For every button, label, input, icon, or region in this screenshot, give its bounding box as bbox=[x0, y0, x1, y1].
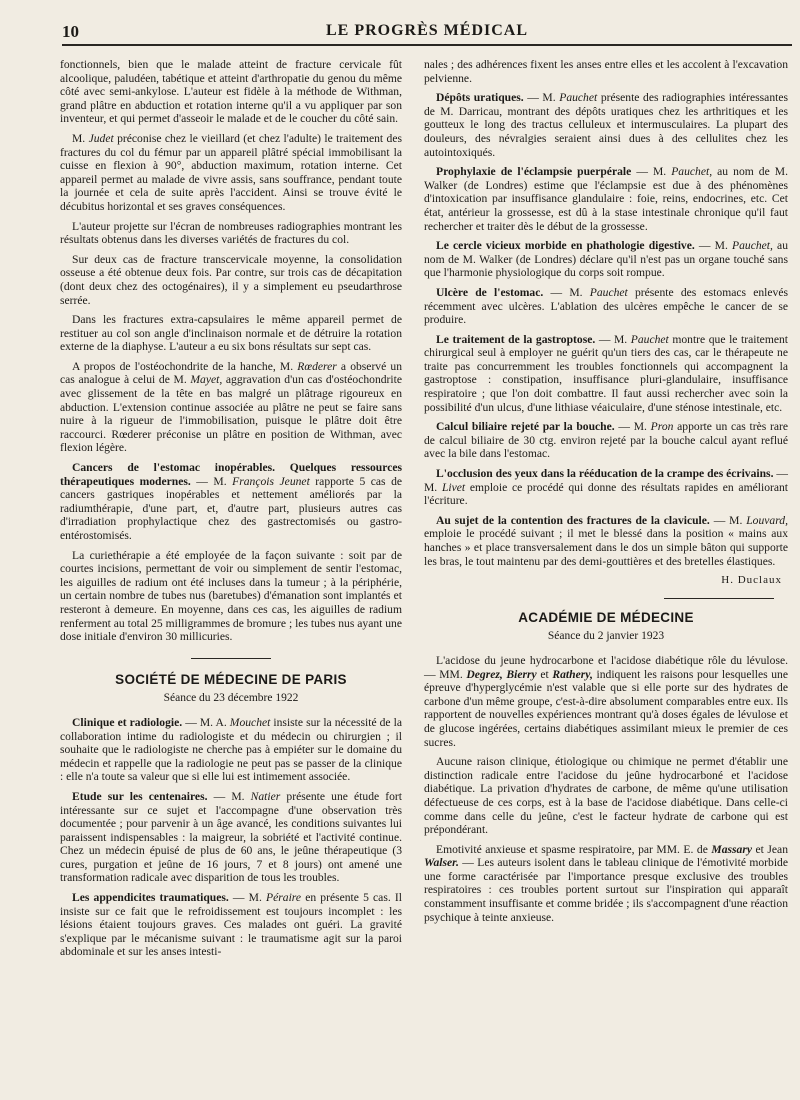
page-number: 10 bbox=[62, 22, 79, 41]
text: — M. bbox=[523, 91, 560, 105]
author-name: Livet bbox=[441, 480, 466, 494]
page-header bbox=[62, 14, 792, 48]
paragraph: L'auteur projette sur l'écran de nombreuses radiographies montrant les résultats obtenus dans les diverses variétés de fractures du col. bbox=[60, 219, 402, 247]
paragraph bbox=[424, 467, 788, 508]
text: insiste sur la nécessité de la collaboration intime du radiologiste et du médecin ou chirurgien ; il souhaite que le radiologiste ne cherche pas à empiéter sur le domaine du médecin et rappelle que la radiologie ne peut pas se passer de la clinique : elle n'a toute sa valeur que si elle lui est intimement associée. bbox=[60, 715, 403, 784]
text: — M. bbox=[614, 420, 651, 434]
text: — M. bbox=[424, 467, 788, 494]
session-date: Séance du 23 décembre 1922 bbox=[163, 692, 299, 705]
author-name: Pauchet bbox=[559, 91, 598, 105]
paragraph: fonctionnels, bien que le malade atteint de fracture cervicale fût alcoolique, paludéen, tabétique et atteint d'arthropatie du genou du même côté avec semi-ankylose. L'auteur est fidèle à la méthode de Withman, grand plâtre en abduction et rotation interne qu'il a vu appliquer par son inventeur, et qui permet d'asseoir le malade et de le coucher du côté sain. bbox=[60, 58, 402, 126]
paragraph bbox=[424, 333, 788, 415]
section-title: ACADÉMIE DE MÉDECINE bbox=[518, 609, 694, 625]
signature: H. Duclaux bbox=[721, 574, 782, 587]
item-title: Les appendicites traumatiques. bbox=[72, 891, 229, 905]
item-title: L'acidose du jeune hydrocarbone et l'acidose diabétique rôle du lévulose. bbox=[436, 653, 788, 667]
text: au nom de M. Walker (de Londres) estime que l'éclampsie est due à des phénomènes d'intoxication par insuffisance glandulaire : foie, reins, endocrines, etc. Cet état, antérieur la grossesse, est dû à la stase intestinale chronique qu'il faut rechercher et traiter dès le début de la grossesse. bbox=[424, 165, 789, 233]
paragraph bbox=[60, 132, 402, 214]
text: — Les auteurs isolent dans le tableau clinique de l'émotivité morbide une forme caractérisée par l'importance presque exclusive des troubles respiratoires : ces troubles portent surtout sur l'inspiration qui apparaît constamment insuffisante et comme bridée ; ils s'accompagnent d'une réaction psychique à teinte anxieuse. bbox=[424, 856, 788, 924]
author-name: Pauchet bbox=[589, 285, 628, 299]
item-title: L'occlusion des yeux dans la rééducation de la crampe des écrivains. bbox=[436, 467, 774, 481]
paragraph bbox=[60, 891, 402, 959]
text: en présente 5 cas. Il insiste sur ce fait que le refroidissement est toujours incomplet : les lésions étaient toujours graves. Ces malades ont guéri. La gravité s'explique par le mécanisme suivant : le traumatisme agit sur la paroi abdominale et sur les anses intesti- bbox=[60, 891, 402, 959]
author-name: Péraire bbox=[266, 891, 302, 905]
section-title: SOCIÉTÉ DE MÉDECINE DE PARIS bbox=[115, 671, 347, 687]
item-title: Ulcère de l'estomac. bbox=[436, 285, 544, 299]
text: au nom de M. Walker (de Londres) déclare qu'il n'est pas un organe touché sans que l'harmonie physiologique du corps soit rompue. bbox=[424, 239, 788, 280]
text: — M. A. bbox=[182, 715, 230, 729]
author-name: Natier bbox=[250, 789, 281, 803]
author-name: Rœderer bbox=[297, 359, 337, 373]
paragraph bbox=[424, 91, 788, 159]
author-name: Pauchet, bbox=[732, 239, 773, 253]
author-name: Pron bbox=[650, 420, 674, 434]
author-name: Mouchet bbox=[229, 715, 271, 729]
text: emploie ce procédé qui donne des résultats rapides en améliorant l'écriture. bbox=[424, 480, 789, 508]
text: — M. bbox=[694, 239, 733, 253]
section-divider bbox=[191, 658, 271, 659]
text: rapporte 5 cas de cancers gastriques inopérables et nettement améliorés par la radiumthérapie, d'une part, et, d'autre part, plusieurs autres cas d'irradiation prophylactique chez des gastrectomisés ou gastro-entérostomisés. bbox=[60, 474, 403, 542]
text: — M. bbox=[709, 513, 747, 527]
text: M. bbox=[72, 131, 89, 145]
paragraph bbox=[60, 790, 402, 885]
text: apporte un cas très rare de calcul biliaire de 30 ctg. environ rejeté par la bouche calcul ayant reflué avec la bile dans l'estomac. bbox=[424, 420, 788, 461]
text: montre que le traitement chirurgical seul à employer ne guérit qu'un tiers des cas, car le thérapeute ne traite pas concurremment les troubles fonctionnels qui accompagnent la gastroptose : constipation, insuffisance pluri-glandulaire, insuffisance respiratoire ; que l'on doit combattre. Il faut aussi rechercher avec soin la possibilité d'un ulcus, d'une lithiase véaiculaire, d'une sténose intestinale, etc. bbox=[424, 332, 788, 414]
text: et bbox=[536, 667, 553, 681]
journal-title: LE PROGRÈS MÉDICAL bbox=[325, 22, 529, 39]
text: — M. bbox=[543, 285, 590, 299]
item-title: Dépôts uratiques. bbox=[436, 91, 524, 105]
text: aggravation d'un cas d'ostéochondrite avec glissement de la tête en bas malgré un plâtrage rigoureux en abduction. L'extension continue associée au plâtre ne peut se faire sans nuire à la rigueur de l'immobilisation, puisque le plâtre doit être raccourci. Rœderer préconise un plâtre en position de Withman, avec flexion légère. bbox=[60, 373, 402, 455]
paragraph bbox=[424, 239, 788, 280]
text: A propos de l'ostéochondrite de la hanche, M. bbox=[72, 359, 298, 373]
paragraph: Dans les fractures extra-capsulaires le même appareil permet de restituer au col son angle d'inclinaison normale et de détruire la rotation externe de la diaphyse. L'auteur a eu six bons résultats sur sept cas. bbox=[60, 313, 402, 354]
text: préconise chez le vieillard (et chez l'adulte) le traitement des fractures du col du fémur par un appareil plâtré spécial immobilisant la cuisse en flexion à 90°, abduction maximum, rotation interne. Cet appareil permet au malade de vivre assis, sans souffrance, pendant toute la journée et cela de suite après l'accident. Ainsi se trouve évité le décubitus horizontal et ses graves conséquences. bbox=[60, 131, 402, 213]
paragraph bbox=[60, 360, 402, 455]
paragraph bbox=[424, 286, 788, 327]
text: — MM. bbox=[424, 667, 467, 681]
text: a observé un cas analogue à celui de M. bbox=[60, 359, 402, 387]
author-name: Massary bbox=[711, 842, 752, 856]
text: présente des estomacs enlevés récemment avec ulcères. L'ablation des ulcères empêche le cancer de se produire. bbox=[424, 285, 789, 327]
author-name: Mayet, bbox=[190, 373, 223, 387]
text: indiquent les raisons pour lesquelles une épreuve d'hyperglycémie n'est valable que si elle porte sur des hydrates de carbone d'un même groupe, c'est-à-dire absolument comparables entre eux. Ils rapportent de nouvelles expériences montrant qu'à doses égales de lévulose et de glucose ingérées, certains diabétiques assimilant mieux le premier de ces sucres. bbox=[424, 667, 788, 749]
text: emploie le procédé suivant ; il met le blessé dans la position « mains aux hanches » et place transversalement dans le dos un simple bâton qui supporte les bras, le tout maintenu par des demi-gouttières et des bretelles élastiques. bbox=[424, 527, 788, 568]
author-name: Pauchet bbox=[630, 332, 669, 346]
text: — M. bbox=[190, 474, 233, 488]
item-title: Etude sur les centenaires. bbox=[72, 789, 208, 803]
paragraph bbox=[424, 843, 788, 925]
paragraph: nales ; des adhérences fixent les anses entre elles et les accolent à l'excavation pelvienne. bbox=[424, 58, 788, 85]
item-title: Emotivité anxieuse et spasme respiratoire, bbox=[436, 842, 635, 856]
paragraph bbox=[424, 514, 788, 568]
header-rule bbox=[62, 44, 792, 46]
paragraph: Aucune raison clinique, étiologique ou chimique ne permet d'établir une distinction radicale entre l'acidose du jeûne hydrocarboné et l'acidose diabétique. La privation d'hydrates de carbone, de même qu'une utilisation défectueuse de ces corps, est à la base de l'acidose diabétique. Dans celle-ci comme dans celle du jeûne, c'est le facteur hydrate de carbone qui est prépondérant. bbox=[424, 755, 788, 837]
author-name: Judet bbox=[88, 131, 114, 145]
paragraph: Sur deux cas de fracture transcervicale moyenne, la consolidation osseuse a été obtenue deux fois. Par contre, sur trois cas de décapitation (dont deux chez des octogénaires), il y a simplement eu pseudarthrose serrée. bbox=[60, 252, 402, 307]
text: présente une étude fort intéressante sur ce sujet et l'accompagne d'une observation très documentée ; pour parvenir à un âge avancé, les conditions suivantes lui paraissent indispensables : la maigreur, la sobriété et l'activité continue. Chez un médecin épuisé de plus de 60 ans, le jeûne thérapeutique (3 cures, purgation et jeûne de 16 jours, 7 et 8 jours) ont amené une transformation radicale avec disparition de tous les troubles. bbox=[60, 789, 402, 885]
author-name: Walser. bbox=[424, 856, 459, 870]
text: — M. bbox=[595, 332, 631, 346]
paragraph bbox=[424, 165, 788, 233]
paragraph bbox=[424, 654, 788, 749]
text: — M. bbox=[228, 891, 267, 905]
left-column bbox=[60, 58, 402, 965]
item-title: Le cercle vicieux morbide en phathologie digestive. bbox=[436, 239, 695, 253]
item-title: Au sujet de la contention des fractures de la clavicule. bbox=[436, 513, 710, 527]
text: — M. bbox=[207, 789, 251, 803]
right-column bbox=[424, 58, 788, 930]
author-name: François Jeunet bbox=[232, 474, 310, 488]
author-name: Degrez, Bierry bbox=[466, 667, 537, 681]
paragraph: La curiethérapie a été employée de la façon suivante : soit par de courtes incisions, permettant de voir ou simplement de sentir l'estomac, les aiguilles de radium ont été incluses dans la tumeur ; à la périphérie, un certain nombre de tubes nus (baretubes) d'émanation sont implantés et resteront à demeure. En moyenne, dans ces cas, les aiguilles de radium renferment au total 25 milligrammes de bromure ; les tubes nus ayant une dose initiale d'environ 30 millicuries. bbox=[60, 548, 402, 644]
paragraph bbox=[424, 420, 788, 461]
item-title: Prophylaxie de l'éclampsie puerpérale bbox=[436, 165, 632, 179]
section-divider bbox=[664, 598, 774, 599]
paragraph bbox=[60, 461, 402, 543]
author-name: Pauchet, bbox=[671, 165, 713, 179]
item-title: Le traitement de la gastroptose. bbox=[436, 332, 596, 346]
item-title: Clinique et radiologie. bbox=[72, 715, 183, 729]
text: par MM. E. de bbox=[634, 842, 712, 856]
text: — M. bbox=[631, 165, 672, 179]
item-title: Cancers de l'estomac inopérables. Quelques ressources thérapeutiques modernes. bbox=[60, 461, 402, 488]
paragraph bbox=[60, 716, 402, 784]
author-name: Louvard, bbox=[746, 513, 788, 527]
text: et Jean bbox=[751, 842, 788, 856]
author-name: Rathery, bbox=[552, 667, 593, 681]
session-date: Séance du 2 janvier 1923 bbox=[547, 630, 665, 643]
text: présente des radiographies intéressantes de M. Darricau, montrant des dépôts uratiques chez les arthritiques et les goutteux le long des tractus celluleux et intermusculaires. La plupart des douleurs, des névralgies seraient ainsi dues à des cellulites chez les autointoxiqués. bbox=[424, 91, 789, 159]
item-title: Calcul biliaire rejeté par la bouche. bbox=[436, 420, 615, 434]
